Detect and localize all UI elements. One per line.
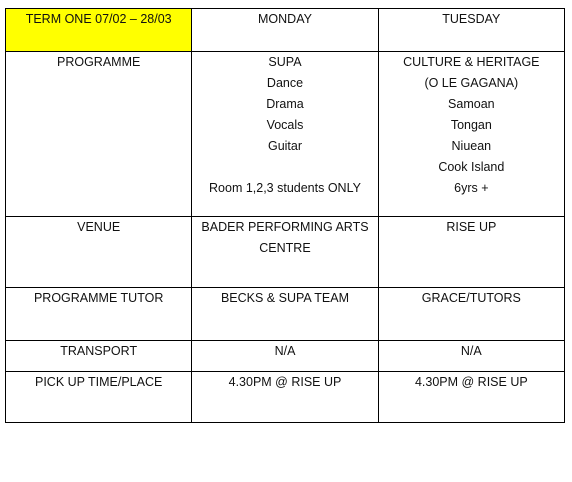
programme-tuesday-item: Niuean (451, 139, 492, 153)
programme-monday-item: SUPA (268, 55, 302, 69)
pickup-row (6, 372, 565, 423)
tutor-monday: BECKS & SUPA TEAM (192, 288, 378, 341)
pickup-monday: 4.30PM @ RISE UP (192, 372, 378, 423)
transport-label: TRANSPORT (6, 341, 192, 372)
programme-row (6, 52, 565, 217)
transport-row (6, 341, 565, 372)
venue-monday-line: CENTRE (259, 241, 311, 255)
pickup-label: PICK UP TIME/PLACE (6, 372, 192, 423)
term-cell: TERM ONE 07/02 – 28/03 (6, 9, 192, 52)
programme-monday-item: Guitar (267, 139, 303, 153)
programme-tuesday-item: (O LE GAGANA) (424, 76, 519, 90)
tutor-row (6, 288, 565, 341)
programme-monday-cell (192, 52, 378, 217)
programme-tuesday-item: Tongan (450, 118, 492, 132)
tutor-tuesday: GRACE/TUTORS (378, 288, 564, 341)
venue-label: VENUE (6, 217, 192, 288)
venue-monday-cell (192, 217, 378, 288)
pickup-tuesday: 4.30PM @ RISE UP (378, 372, 564, 423)
programme-tuesday-item: Cook Island (438, 160, 505, 174)
programme-label: PROGRAMME (6, 52, 192, 217)
transport-monday: N/A (192, 341, 378, 372)
programme-monday-item: Dance (266, 76, 304, 90)
programme-monday-item: Drama (266, 97, 304, 111)
programme-tuesday-cell (378, 52, 564, 217)
spacer (196, 157, 373, 178)
venue-tuesday: RISE UP (378, 217, 564, 288)
venue-monday-line: BADER PERFORMING ARTS (201, 220, 369, 234)
tutor-label: PROGRAMME TUTOR (6, 288, 192, 341)
venue-row (6, 217, 565, 288)
tuesday-header: TUESDAY (378, 9, 564, 52)
transport-tuesday: N/A (378, 341, 564, 372)
programme-tuesday-item: CULTURE & HERITAGE (403, 55, 540, 69)
header-row (6, 9, 565, 52)
programme-monday-note: Room 1,2,3 students ONLY (209, 181, 361, 195)
programme-tuesday-item: Samoan (448, 97, 495, 111)
programme-monday-item: Vocals (266, 118, 304, 132)
schedule-table (5, 8, 565, 423)
programme-tuesday-item: 6yrs + (454, 181, 489, 195)
monday-header: MONDAY (192, 9, 378, 52)
